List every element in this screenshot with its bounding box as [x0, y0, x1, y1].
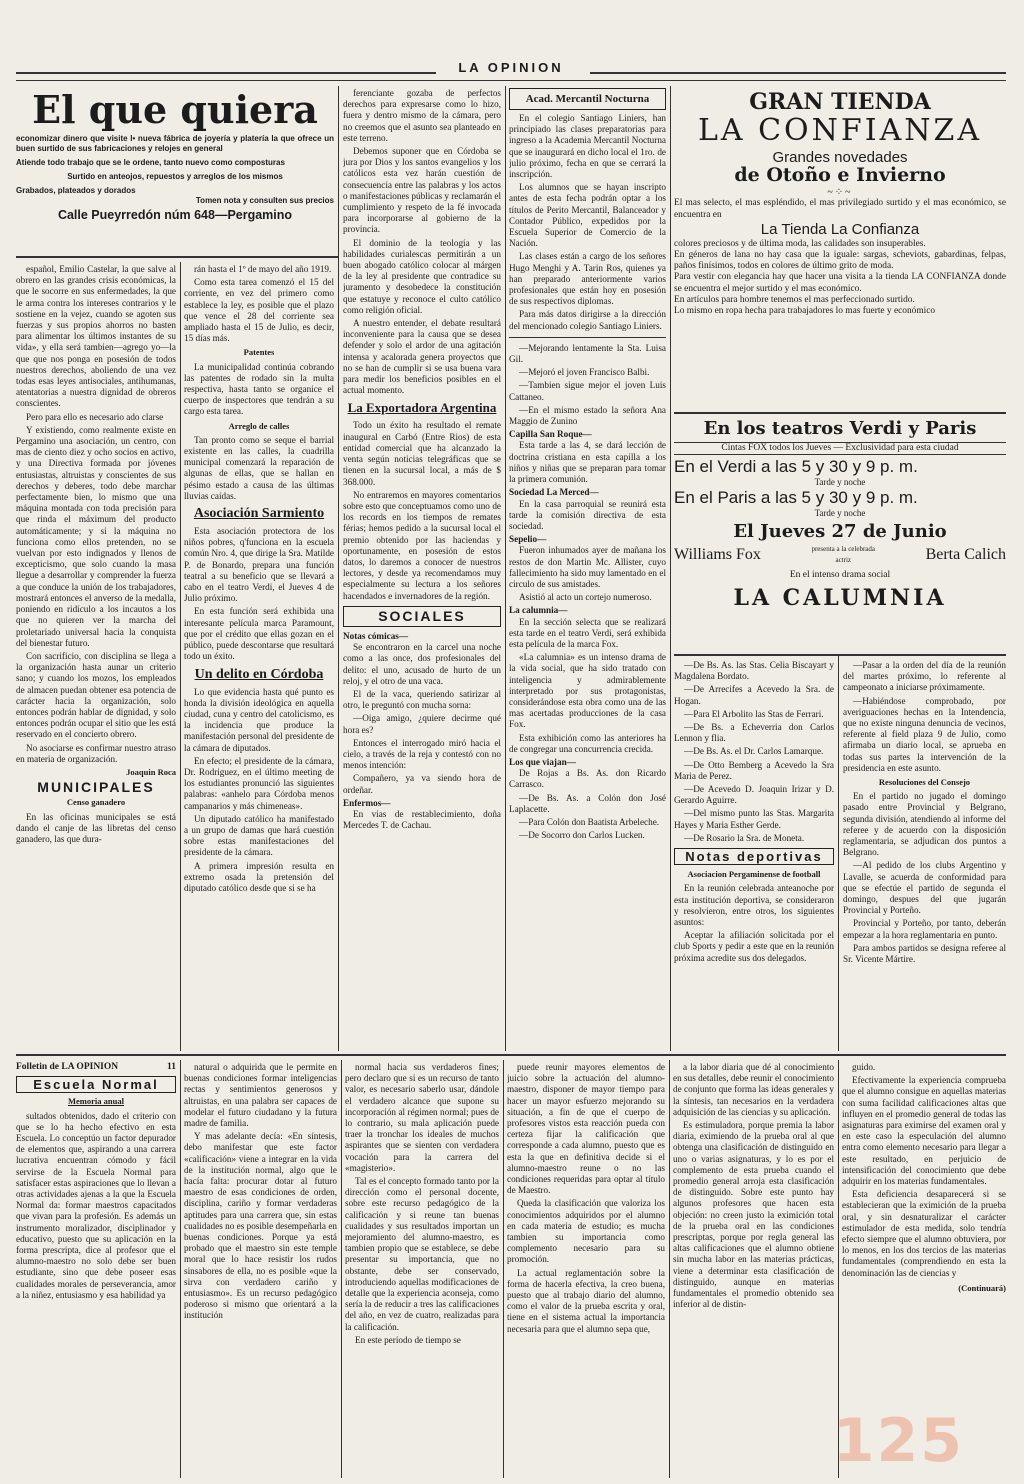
folletin-c6c: Esta deficiencia desaparecerá si se establecieran que la eximición de la prueba oral, y sin desnaturalizar el carácter estimulador de esta medida, solo tendría efecto siempre que el alumno obtuviera, por lo menos, en los dos tercios de las materias fundamentales (comprendiendo en esta la denominación las de ciencias y [842, 1189, 1006, 1278]
col1-paragraph: No asociarse es confirmar nuestro atraso en materia de organización. [16, 742, 176, 764]
ad-confianza-p2: La Tienda La Confianza [760, 220, 920, 238]
col6-p6: Para ambos partidos se designa referee al Sr. Vicente Mártire. [843, 942, 1006, 965]
censo-text: En las oficinas municipales se está dando el canje de las libretas del censo ganadero, las que dura- [16, 811, 176, 844]
sarmiento-text: Esta asociación protectora de los niños pobres, q'funciona en la escuela común Nro. 4, que dirige la Sra. Matilde P. de Bonardo, prepara una función teatral a su beneficio que se llevará a cabo en el teatro Verdi, el Jueves 4 de Julio próximo. [184, 526, 334, 604]
ad-joyeria-line4b: Tomen nota y consulten sus precios [195, 196, 334, 205]
delito-text-4: A primera impresión resulta en extremo osada la pretensión del diputado católico desde que si se ha [184, 860, 334, 893]
sociales-title: SOCIALES [378, 607, 466, 624]
folletin-c4: puede reunir mayores elementos de juicio sobre la actuación del alumno-maestro, disponer de mayor tiempo para hacer un mayor esfuerzo mejorando su situación, a fin de que el cuerpo de profesores vistos esta reacción pueda con certeza fijar la calificación que corresponde a cada alumno, puesto que es esta la que en definitiva decide si el alumno-maestro reune o no las condiciones requeridas para optar al título de Maestro. [507, 1062, 665, 1196]
enfermos-head: Enfermos— [343, 797, 391, 808]
delito-text-2: En efecto; el presidente de la cámara, Dr. Rodriguez, en el último meeting de los estudiantes pronunció las siguientes palabras: «anhelo para Córdoba menos campanarios y más chimeneas». [184, 755, 334, 811]
delito-text-1: Lo que evidencia hasta qué punto es honda la división ideológica en aquella ciudad, cuna y centro del catolicismo, es la incidencia que produce la manifestación personal del presidente de la cámara de diputados. [184, 686, 334, 753]
folletin-continuara: (Continuará) [958, 1282, 1006, 1293]
viajan-head: Los que viajan— [509, 756, 576, 767]
col6-p2: —Habiéndose comprobado, por averiguaciones hechas en la Intendencia, que no existe ninguna denuncia de vecinos, referente al field plaza 9 de Julio, como afirmaba un diario local, se aprueba en todas sus partes la intervención de la presidencia en este asunto. [843, 695, 1006, 773]
ad-joyeria-rule [16, 256, 338, 258]
col-rule-1 [338, 86, 339, 1051]
col2-p2: Como esta tarea comenzó el 15 del corriente, en vez del primero como establece la ley, es posible que el plazo que vence el 28 del corriente sea ampliado hasta el 15 de Julio, es decir, 15 días más. [184, 277, 334, 344]
acad-text-1: En el colegio Santiago Liniers, han principiado las clases preparatorias para ingreso a la Academia Mercantil Nocturna que se inaugurará en dicho local el 1ro. de julio próximo, fecha en que se cerrará la inscripción. [509, 113, 666, 180]
folletin-title: Escuela Normal [33, 1077, 159, 1093]
ad-confianza-p4: En géneros de lana no hay casa que la iguale: sargas, scheviots, gabardinas, felpas, paños finísimos, todos en colores de último grito de moda. [674, 250, 1006, 272]
fol-rule-4 [669, 1060, 670, 1478]
patentes-text: La municipalidad continúa cobrando las patentes de rodado sin la multa respectiva, hasta tanto se organice el cuerpo de inspectores que tendrán a su cargo esta tarea. [184, 361, 334, 417]
ad-confianza-title1: GRAN TIENDA [749, 90, 931, 115]
ad-teatros-film: LA CALUMNIA [733, 585, 947, 612]
col5-p7: —De Acevedo D. Joaquin Irizar y D. Gerardo Aguirre. [674, 784, 834, 806]
ad-confianza-sub1: Grandes novedades [772, 149, 908, 166]
mej-2: —Mejoró el joven Francisco Balbi. [519, 367, 650, 378]
folletin-c1: sultados obtenidos, dado el criterio con que se lo ha hecho efectivo en esta Escuela. Lo conceptúo un factor depurador de elementos que, aspirando a una carrera lucrativa encuentran cómodo y fácil servirse de la Escuela Normal para satisfacer estas aspiraciones que lo llevan a otras actividades ajenas a la que la Escuela Normal da: formar maestros capacitados que vivan para la profesión. Es además un instrumento moralizador, disciplinador y educativo, puesto que su aplicación en la forma prescripta, dice al profesor que el alumno-maestro no solo debe ser buen estudiante, sino que debe poseer esas cualidades morales de perseverancia, amor a la niñez, entusiasmo y esa habilidad ya [16, 1110, 176, 1300]
col5-p9: —De Rosario la Sra. de Moneta. [684, 832, 805, 843]
masthead-rule-under [16, 80, 1006, 81]
acad-title: Acad. Mercantil Nocturna [525, 93, 650, 105]
delito-text-3: Un diputado católico ha manifestado a un grupo de damas que hará cuestión sobre estas manifestaciones del presidente de la cámara. [184, 813, 334, 858]
ad-teatros-date: El Jueves 27 de Junio [733, 520, 947, 542]
col-rule-2 [505, 86, 506, 1051]
col3-p2: Debemos suponer que en Córdoba se jura por Dios y los santos evangelios y los católicos esta vez harán cuestión de consecuencia entre las palabras y los actos o manifestaciones públicas y reclamarán el cumplimiento y respeto de la fé invocada para incorporarse al gobierno de la provincia. [343, 146, 501, 235]
notas-text-4: Entonces el interrogado miró hacia el cielo, a través de la reja y contestó con no menos intención: [343, 737, 501, 771]
notas-text-1: Se encontraron en la carcel una noche como a las once, dos profesionales del delito: el uno, acusado de hurto de un reloj, y el otro de una vaca. [343, 642, 501, 686]
viajan-4: —De Socorro don Carlos Lucken. [519, 830, 645, 841]
folletin-col-4 [507, 1062, 665, 1478]
ad-joyeria-line1: economizar dinero que visite l• nueva fábrica de joyería y platería la que ofrece un buen surtido de sus fabricaciones y relojes en general [16, 134, 334, 153]
ad-joyeria-line4a: Grabados, plateados y dorados [16, 186, 136, 195]
ad-joyeria [16, 90, 334, 260]
ad-teatros-drama: En el intenso drama social [789, 570, 891, 581]
capilla-text: Esta tarde a las 4, se dará lección de doctrina cristiana en esta capilla a los niños y niñas que se preparan para tomar la primera comunión. [509, 440, 666, 485]
ad-confianza-rule [674, 412, 1006, 414]
folletin-col-2 [184, 1062, 337, 1478]
ad-confianza-p1: El mas selecto, el mas espléndido, el mas privilegiado surtido y el mas económico, se encuentra en [674, 198, 1006, 220]
archive-stamp: 125 [832, 1406, 964, 1476]
dep-text-1: En la reunión celebrada anteanoche por esta institución deportiva, se consideraron y resolvieron, entre otros, los siguientes asuntos: [674, 883, 834, 928]
folletin-c5: a la labor diaria que dé al conocimiento en sus detalles, debe reunir el conocimiento de conjunto que forma las ideas generales y la síntesis, tan necesarios en la verdadera adquisición de las ciencias y su aplicación. [673, 1062, 834, 1117]
viajan-3: —Para Colón don Baatista Arbeleche. [519, 816, 660, 827]
capilla-head: Capilla San Roque— [509, 429, 592, 440]
column-2 [184, 264, 334, 1049]
ad-confianza-title2: LA CONFIANZA [697, 113, 982, 148]
column-1 [16, 264, 176, 1049]
exportadora-text: Todo un éxito ha resultado el remate inaugural en Carbó (Entre Rios) de esta entidad comercial que ha alcanzado la venta según noticias telegráficas que se tienen en la sucursal local, a más de $ 368.000. [343, 420, 501, 487]
ad-teatros-actress: Berta Calich [925, 546, 1006, 564]
fol-rule-3 [503, 1060, 504, 1478]
mej-1: —Mejorando lentamente la Sta. Luisa Gil. [509, 342, 666, 365]
masthead-title: LA OPINION [458, 60, 564, 75]
col6-p5: Provincial y Porteño, por tanto, deberán empezar a la hora reglamentaria en punto. [843, 918, 1006, 940]
column-4 [509, 88, 666, 1049]
column-6 [843, 660, 1006, 1049]
ad-teatros-verdi-sub: Tarde y noche [814, 477, 866, 488]
column-5 [674, 660, 834, 1049]
sarmiento-text-2: En esta función será exhibida una interesante película marca Paramount, que por el crédito que ellas gozan en el público, puede descontarse que resultará todo un éxito. [184, 606, 334, 662]
enfermos-text: En vias de restablecimiento, doña Mercedes T. de Cachau. [343, 808, 501, 831]
merced-text: En la casa parroquial se reunirá esta tarde la comisión directiva de esta sociedad. [509, 498, 666, 531]
merced-head: Sociedad La Merced— [509, 487, 599, 498]
sepelio-text: Fueron inhumados ayer de mañana los restos de don Martin Mc. Allister, cuyo fallecimiento ha sido muy lamentado en el circulo de sus amistades. [509, 545, 666, 589]
calumnia-text: En la sección selecta que se realizará esta tarde en el teatro Verdi, será exhibida esta película de la marca Fox. [509, 616, 666, 649]
ad-joyeria-address: Calle Pueyrredón núm 648—Pergamino [57, 208, 293, 222]
ad-confianza-p7: Lo mismo en ropa hecha para trabajadores lo mas fuerte y económico [674, 306, 936, 317]
sepelio-head: Sepelio— [509, 534, 547, 545]
folletin-c6: guido. [852, 1062, 876, 1072]
folletin-num: 11 [167, 1062, 176, 1072]
mej-4: —En el mismo estado la señora Ana Maggio de Zunino [509, 404, 666, 427]
notas-head: Notas cómicas— [343, 630, 409, 641]
col-rule-3 [670, 86, 671, 1051]
folletin-head: Folletin de LA OPINION [16, 1062, 119, 1072]
col6-p3: En el partido no jugado el domingo pasado entre Provincial y Belgrano, segunda división, atendiendo al informe del referee y de acuerdo con la disposición reglamentaria, se adjudican dos puntos a Belgrano. [843, 791, 1006, 858]
ad-confianza-sub2: de Otoño e Invierno [734, 164, 946, 187]
col5-p5: —De Bs. As. el Dr. Carlos Lamarque. [684, 746, 824, 757]
folletin-c2b: Y mas adelante decía: «En síntesis, debo manifestar que este factor «calificación» viene a integrar en la vida de la institución normal, algo que le hacía falta: procurar dotar al futuro maestro de esas condiciones de orden, disciplina, cariño y formar verdaderas aptitudes para una carrera que, sin estas cualidades no es posible desempeñarla en buenas condiciones. Porque ya está probado que el maestro sin este temple moral que lo hace resistir los rudos sinsabores de ella, no es posible «que la sirva con verdadero cariño y entusiasmo». Es un recurso pedagógico poderoso si mismo que orientará a la institución [184, 1131, 337, 1321]
col5-p6: —De Otto Bemberg a Acevedo la Sra Maria de Perez. [674, 759, 834, 781]
ad-joyeria-line2: Atiende todo trabajo que se le ordene, tanto nuevo como composturas [16, 158, 285, 167]
fol-rule-1 [180, 1060, 181, 1478]
folletin-sub: Memoria anual [68, 1096, 124, 1107]
exportadora-text-2: No entraremos en mayores comentarios sobre esto que conceptuamos como uno de los records en los tiempos de remates férias; hemos pedido a la sucursal local el premio obtenido por las haciendas y oportunamente, en posesión de estos datos, lo daremos a conocer de nuestros lectores, y desde ya recomendamos muy especialmente su lectura a los señores hacendados e invernadores de la región. [343, 489, 501, 601]
acad-text-4: Para más datos dirigirse a la dirección del mencionado colegio Santiago Liniers. [509, 309, 666, 331]
acad-text-3: Las clases están a cargo de los señores Hugo Menghi y A. Tarin Ros, quienes ya han preparado anteriormente varios profesionales que están hoy en posesión de sus respectivos diplomas. [509, 251, 666, 307]
col5-p1: —De Bs. As. las Stas. Celia Biscayart y Magdalena Bordato. [674, 660, 834, 682]
deportivas-title: Notas deportivas [685, 849, 823, 865]
fol-rule-2 [341, 1060, 342, 1478]
folletin-c4b: Queda la clasificación que valoriza los conocimientos adquiridos por el alumno en cada materia de estudio; es mucha tambien su importancia como complemento necesario para su promoción. [507, 1198, 665, 1265]
folletin-c5b: Es estimuladora, porque premia la labor diaria, eximiendo de la prueba oral al que obtenga una clasificación de distinguido en uno o varias asignaturas, y lo es por el complemento de esta prueba cuando el promedio general arroja esta clasificación de distinguido. Sobre este punto hay algunos profesores que hacen esta objeción: no creen justo la eximición total de la prueba oral en las condiciones prescriptas, porque por regla general las altas calificaciones que el alumno obtiene sin mucha labor en las materias prácticas, viene a determinar esta clasificación de distinguido, aunque en materias fundamentales el promedio obtenido sea inferior al de distin- [673, 1120, 834, 1310]
ad-confianza-p3: colores preciosos y de última moda, las calidades son insuperables. [674, 238, 926, 249]
patentes-head: Patentes [243, 347, 275, 358]
col1-paragraph: Con sacrificio, con disciplina se llega a la organización hasta aunar un criterio sano; y cuando los mozos, los empleados de almacen puedan obtener esa potencia de carácter hacia la organización, solo entonces podrán hablar de dignidad, y solo entonces podrán ocupar el sitio que les está reservado en el concierto obrero. [16, 650, 176, 740]
folletin-c2: natural o adquirida que le permite en buenas condiciones formar inteligencias rectas y sentimientos generosos y altruistas, en una palabra ser capaces de modelar el futuro ciudadano y la futura madre de familia. [184, 1062, 337, 1129]
dep-head: Asociacion Pergaminense de football [687, 869, 821, 880]
ornament-icon: ~⁘~ [827, 187, 853, 199]
col1-paragraph: Pero para ello es necesario ado clarse [26, 411, 164, 422]
col3-p3: El dominio de la teología y las habilidades curialescas permitirán a un buen abogado católico colocar al márgen de la ley al presidente que contradice su juramento y desobedece la constitución que estatuye y reconoce el culto católico como religión oficial. [343, 237, 501, 315]
ad-teatros-sub: Cintas FOX todos los Jueves — Exclusividad para esta ciudad [674, 442, 1006, 455]
sarmiento-title: Asociación Sarmiento [193, 506, 325, 522]
col3-p1: ferenciante gozaba de perfectos derechos para expresarse como lo hizo, fuera y dentro mismo de la cámara, pero no creemos que el asunto sea planteado en este terreno. [343, 88, 501, 143]
delito-title: Un delito en Córdoba [194, 666, 324, 682]
folletin-rule [16, 1054, 1006, 1056]
calles-text: Tan pronto como se seque el barrial existente en las calles, la cuadrilla municipal comenzará la reparación de algunas de ellas, que se hallan en pésimo estado a causa de las últimas lluvias caídas. [184, 434, 334, 501]
col-rule-4 [838, 656, 839, 1051]
ad-teatros [674, 418, 1006, 654]
col-rule-0 [180, 262, 181, 1051]
notas-text-3: —Oiga amigo, ¿quiere decirme qué hora es? [343, 713, 501, 735]
folletin-c3: normal hacia sus verdaderos fines; pero declaro que si es un recurso de tanto valor, es necesario saberlo usar, dándole el verdadero alcance que supone su incorporación al régimen normal; pues de lo contrario, su mala aplicación puede traer la tronchar los ideales de muchos aspirantes que se sienten con verdadera vocación para la carrera del «magisterio». [345, 1062, 499, 1173]
col3-p4: A nuestro entender, el debate resultará inconveniente para la causa que se desea defender y solo el ardor de una agitación intensa y acalorada genera proyectos que no se han de cumplir si se usa buena vara para medir los beneficios posibles en el actual momento. [343, 318, 501, 396]
viajan-2: —De Bs. As. a Colón don José Laplacette. [509, 792, 666, 814]
ad-teatros-actor: Williams Fox [674, 546, 761, 564]
notas-text-2: El de la vaca, queriendo satirizar al otro, le preguntó con mucha sorna: [343, 688, 501, 711]
col5-p2: —De Arrecifes a Acevedo la Sra. de Hogan. [674, 684, 834, 706]
col5-p8: —Del mismo punto las Stas. Margarita Hayes y Maria Esther Gerde. [674, 808, 834, 830]
col6-p4: —Al pedido de los clubs Argentino y Lavalle, se acuerda de conformidad para que se efectúe el partido de segunda el domingo, despues del que jugarán Provincial y Porteño. [843, 860, 1006, 916]
folletin-c6b: Efectivamente la experiencia comprueba que el alumno consigue en aquellas materias con suma facilidad calificaciones altas que influyen en el promedio general de todas las asignaturas para eximirse del examen oral y en este caso la especulación del alumno entra como elemento necesario para llegar a este resultado, en perjuicio de intensificación del conocimiento que debe adquirir en los materias fundamentales. [842, 1075, 1006, 1187]
calumnia-head: La calumnia— [509, 605, 568, 616]
col1-paragraph: español, Emilio Castelar, la que salve al obrero en las grandes crisis económicas, la que le socorre en sus enfermedades, la que le arma contra los intereses contrarios y le sostiene en la vejez, cuando se agoten sus fuerzas y sus propios ahorros no basten para alimentar los últimos instantes de su vida», y ella será tambien—agrego yo—la que que nos ponga en posesión de todos nuestros derechos, aboliendo de una vez todas esas leyes antisociales, antihumanas, atentatorias a nuestra dignidad de obreros conscientes. [16, 264, 176, 409]
col2-p1: rán hasta el 1º de mayo del año 1919. [194, 264, 332, 274]
folletin-c3c: En este período de tiempo se [355, 1334, 461, 1345]
ad-confianza-p5: Para vestir con elegancia hay que hacer una visita a la tienda LA CONFIANZA donde se encuentra el mejor surtido y el mas económico. [674, 272, 1006, 294]
ad-teatros-verdi: En el Verdi a las 5 y 30 y 9 p. m. [674, 457, 918, 477]
folletin-col-1 [16, 1062, 176, 1478]
acad-text-2: Los alumnos que se hayan inscripto antes de esta fecha podrán optar a los títulos de Perito Mercantil, Balanceador y Contador Público, expedidos por la Escuela Superior de Comercio de la Nación. [509, 182, 666, 249]
res-head: Resoluciones del Consejo [878, 777, 971, 788]
municipales-title: MUNICIPALES [37, 779, 155, 796]
folletin-col-3 [345, 1062, 499, 1478]
censo-head: Censo ganadero [66, 797, 126, 808]
col1-paragraph: Y existiendo, como realmente existe en Pergamino una asociación, un centro, con mas de ciento diez y ocho socios en activo, y una Directiva formada por jóvenes entusiastas, altruistas y conscientes de sus derechos y deberes, todo debe marchar perfectamente bien, lo mismo que una máquina montada con toda precisión para que rinda el máximum del producto automáticamente; y si la máquina no funciona como ellos pretenden, no se vuelvan por esto indignados y llenos de excepticismo, que solo cuando la masa llegue a desarrollar y comprender la fuerza a que conduce la unión de los trabajadores, mostrará entonces el anverso de la medalla, poniendo en ridículo a los incautos a los que no quieren ver la marcha del proletariado universal hacia la conquista del bienestar futuro. [16, 424, 176, 648]
calumnia-text-2: «La calumnia» es un intenso drama de la vida social, que ha sido tratado con inteligencia y admirablemente interpretado por sus protagonistas, considerándose esta obra como una de las mas acertadas producciones de la casa Fox. [509, 652, 666, 730]
ad-teatros-title: En los teatros Verdi y Paris [703, 418, 977, 439]
folletin-col-5 [673, 1062, 834, 1478]
column-3 [343, 88, 501, 1049]
ad-confianza-p6: En artículos para hombre tenemos el mas perfeccionado surtido. [674, 294, 915, 305]
ad-joyeria-line3: Surtido en anteojos, repuestos y arreglos de los mismos [67, 172, 283, 181]
col6-p1: —Pasar a la orden del día de la reunión del martes próximo, lo referente al campeonato a iniciarse próximamente. [843, 660, 1006, 693]
notas-text-5: Compañero, ya va siendo hora de ordeñar. [343, 773, 501, 795]
viajan-1: De Rojas a Bs. As. don Ricardo Carrasco. [509, 768, 666, 790]
exportadora-title: La Exportadora Argentina [347, 400, 497, 416]
ad-teatros-rule [674, 654, 1006, 656]
dep-text-2: Aceptar la afiliación solicitada por el club Sports y pedir a este que en la reunión próxima acredite sus dos delegados. [674, 930, 834, 963]
folletin-c3b: Tal es el concepto formado tanto por la dirección como el personal docente, sobre este recurso pedagógico de la calificación y si reune tan buenas cualidades y sus resultados importan un mejoramiento del alumno-maestro, es tambien propio que se establece, se debe presentar su importancia, que no obstante, debe ser conservado, introduciendo aquellas modificaciones de detalle que la experiencia aconseja, como sería la de reducir a tres las calificaciones del año, en vez de cuatro, realizadas para la calificación. [345, 1176, 499, 1332]
col5-p3: —Para El Arbolito las Stas de Ferrari. [684, 708, 824, 719]
sepelio-text-2: Asistió al acto un cortejo numeroso. [519, 592, 652, 603]
ad-joyeria-title: El que quiera [32, 90, 318, 132]
folletin-c4c: La actual reglamentación sobre la forma de hacerla efectiva, la creo buena, puesto que al trabajo diario del alumno, como el valor de la prueba escrita y oral, tiene en el sistema actual la importancia necesaria para que el alumno sepa que, [507, 1267, 665, 1334]
ad-confianza [674, 90, 1006, 410]
col1-signature: Joaquin Roca [126, 766, 176, 777]
mej-3: —Tambien sigue mejor el joven Luis Cattaneo. [509, 380, 666, 402]
calles-head: Arreglo de calles [228, 420, 290, 431]
ad-teatros-paris: En el Paris a las 5 y 30 y 9 p. m. [674, 488, 918, 508]
ad-teatros-presenta: presenta a la celebrada actriz [811, 544, 876, 564]
calumnia-text-3: Esta exhibición como las anteriores ha de congregar una concurrencia crecida. [509, 732, 666, 754]
col5-p4: —De Bs. a Echeverria don Carlos Lennon y flia. [674, 722, 834, 744]
ad-teatros-paris-sub: Tarde y noche [814, 508, 866, 519]
